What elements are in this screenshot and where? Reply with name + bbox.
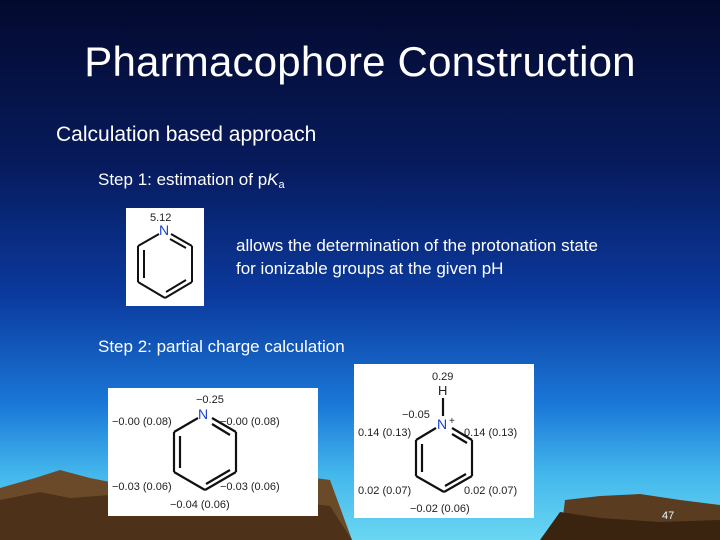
c3-left-charge: 0.02 (0.07) bbox=[358, 485, 412, 497]
step1-k: K bbox=[267, 170, 279, 189]
c3-right-charge: 0.02 (0.07) bbox=[464, 485, 518, 497]
slide-title: Pharmacophore Construction bbox=[84, 38, 636, 85]
pyridine-n-atom: N bbox=[198, 406, 209, 422]
page-number: 47 bbox=[662, 510, 675, 522]
c2-left-charge: −0.00 (0.08) bbox=[112, 416, 172, 428]
pyridine-n-atom: N bbox=[159, 222, 170, 238]
description-line-1: allows the determination of the protonation state bbox=[236, 236, 598, 255]
c3-left-charge: −0.03 (0.06) bbox=[112, 481, 172, 493]
pka-value: 5.12 bbox=[150, 212, 172, 224]
n-charge: −0.25 bbox=[196, 394, 224, 406]
step1-label bbox=[98, 170, 285, 191]
c2-right-charge: −0.00 (0.08) bbox=[220, 416, 280, 428]
c2-left-charge: 0.14 (0.13) bbox=[358, 427, 412, 439]
pyridinium-n-atom: N bbox=[437, 416, 448, 432]
pyridinium-charge-image bbox=[354, 364, 534, 518]
c3-right-charge: −0.03 (0.06) bbox=[220, 481, 280, 493]
section-heading: Calculation based approach bbox=[56, 123, 317, 146]
step1-description bbox=[236, 234, 598, 280]
step1-subscript: a bbox=[278, 179, 285, 191]
pyridine-pka-image bbox=[126, 208, 204, 306]
step2-label: Step 2: partial charge calculation bbox=[98, 337, 345, 356]
step1-prefix: Step 1: estimation of p bbox=[98, 170, 268, 189]
c4-charge: −0.04 (0.06) bbox=[170, 499, 230, 511]
h-charge: 0.29 bbox=[432, 371, 454, 383]
n-charge: −0.05 bbox=[402, 409, 430, 421]
positive-charge-sign: + bbox=[449, 416, 455, 427]
c2-right-charge: 0.14 (0.13) bbox=[464, 427, 518, 439]
hydrogen-atom: H bbox=[438, 383, 448, 398]
c4-charge: −0.02 (0.06) bbox=[410, 503, 470, 515]
description-line-2: for ionizable groups at the given pH bbox=[236, 259, 504, 278]
pyridine-charge-image bbox=[108, 388, 318, 516]
